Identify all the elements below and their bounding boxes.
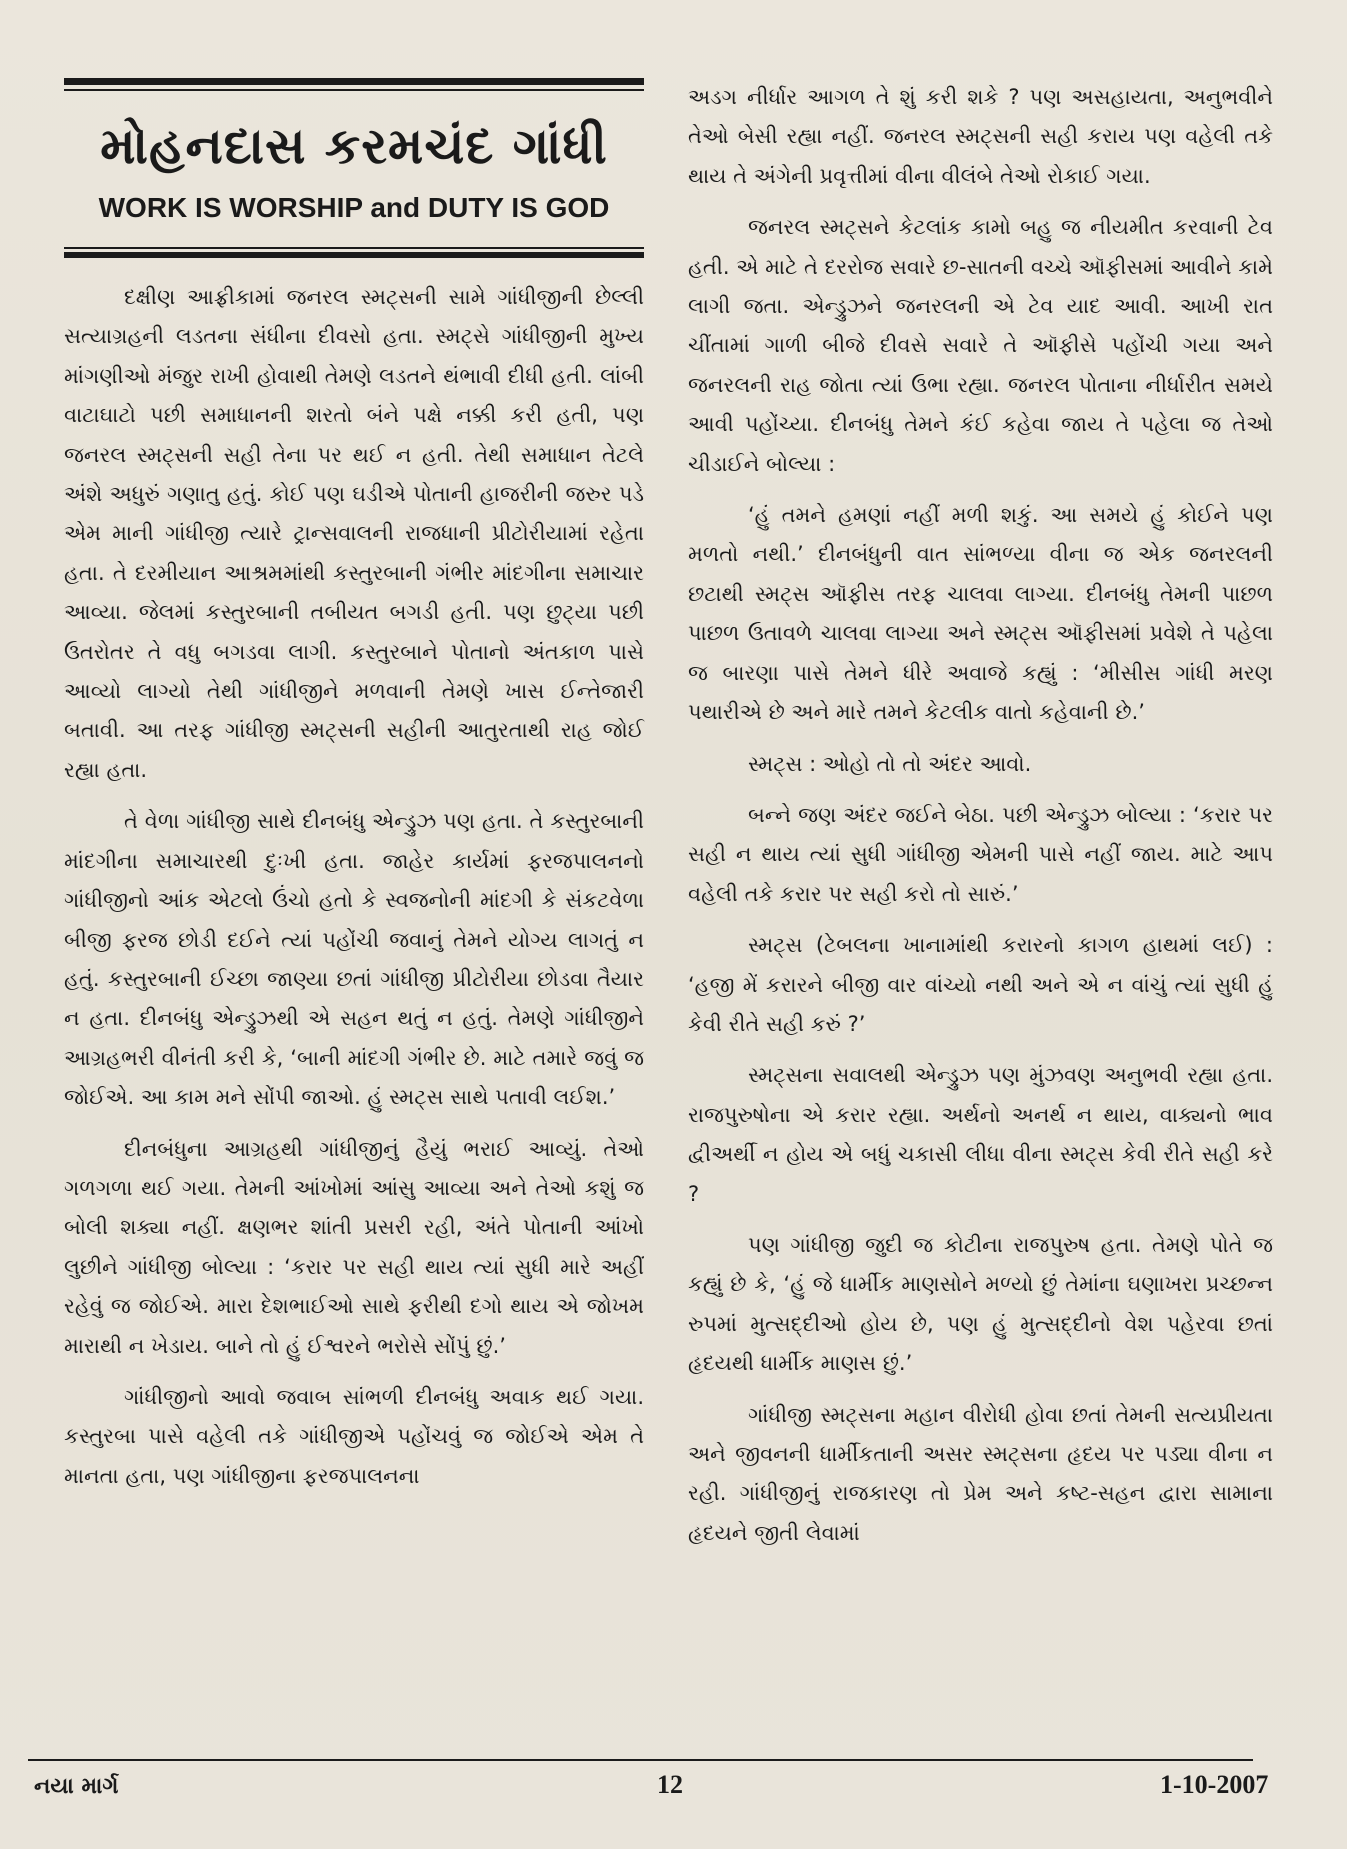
- paragraph: તે વેળા ગાંધીજી સાથે દીનબંધુ એન્ડ્રુઝ પણ હતા. તે કસ્તુરબાની માંદગીના સમાચારથી દુઃખી હતા. જાહેર કાર્યમાં ફરજપાલનનો ગાંધીજીનો આંક એટલો ઉંચો હતો કે સ્વજનોની માંદગી કે સંકટવેળા બીજી ફરજ છોડી દઈને ત્યાં પહોંચી જવાનું તેમને યોગ્ય લાગતું ન હતું. કસ્તુરબાની ઈચ્છા જાણ્યા છતાં ગાંધીજી પ્રીટોરીયા છોડવા તૈયાર ન હતા. દીનબંધુ એન્ડ્રુઝથી એ સહન થતું ન હતું. તેમણે ગાંધીજીને આગ્રહભરી વીનંતી કરી કે, ‘બાની માંદગી ગંભીર છે. માટે તમારે જવું જ જોઈએ. આ કામ મને સોંપી જાઓ. હું સ્મટ્સ સાથે પતાવી લઈશ.’: [64, 809, 644, 1110]
- header-rule-bottom: [64, 247, 644, 258]
- right-column: [688, 78, 1273, 1565]
- paragraph: દીનબંધુના આગ્રહથી ગાંધીજીનું હૈયું ભરાઈ આવ્યું. તેઓ ગળગળા થઈ ગયા. તેમની આંખોમાં આંસુ આવ્યા અને તેઓ કશું જ બોલી શક્યા નહીં. ક્ષણભર શાંતી પ્રસરી રહી, અંતે પોતાની આંખો લુછીને ગાંધીજી બોલ્યા : ‘કરાર પર સહી થાય ત્યાં સુધી મારે અહીં રહેવું જ જોઈએ. મારા દેશભાઈઓ સાથે ફરીથી દગો થાય એ જોખમ મારાથી ન ખેડાય. બાને તો હું ઈશ્વરને ભરોસે સોંપું છું.’: [64, 1136, 644, 1358]
- thick-rule: [64, 78, 644, 85]
- paragraph: દક્ષીણ આફ્રીકામાં જનરલ સ્મટ્સની સામે ગાંધીજીની છેલ્લી સત્યાગ્રહની લડતના સંધીના દીવસો હતા. સ્મટ્સે ગાંધીજીની મુખ્ય માંગણીઓ મંજુર રાખી હોવાથી તેમણે લડતને થંભાવી દીધી હતી. લાંબી વાટાઘાટો પછી સમાધાનની શરતો બંને પક્ષે નક્કી કરી હતી, પણ જનરલ સ્મટ્સની સહી તેના પર થઈ ન હતી. તેથી સમાધાન તેટલે અંશે અધુરું ગણાતુ હતું. કોઈ પણ ઘડીએ પોતાની હાજરીની જરુર પડે એમ માની ગાંધીજી ત્યારે ટ્રાન્સવાલની રાજધાની પ્રીટોરીયામાં રહેતા હતા. તે દરમીયાન આશ્રમમાંથી કસ્તુરબાની ગંભીર માંદગીના સમાચાર આવ્યા. જેલમાં કસ્તુરબાની તબીયત બગડી હતી. પણ છુટ્યા પછી ઉતરોતર તે વધુ બગડવા લાગી. કસ્તુરબાને પોતાનો અંતકાળ પાસે આવ્યો લાગ્યો તેથી ગાંધીજીને મળવાની તેમણે ખાસ ઈન્તેજારી બતાવી. આ તરફ ગાંધીજી સ્મટ્સની સહીની આતુરતાથી રાહ જોઈ રહ્યા હતા.: [64, 285, 644, 782]
- header-rule-top: [64, 78, 644, 91]
- paragraph: અડગ નીર્ધાર આગળ તે શું કરી શકે ? પણ અસહાયતા, અનુભવીને તેઓ બેસી રહ્યા નહીં. જનરલ સ્મટ્સની સહી કરાય પણ વહેલી તકે થાય તે અંગેની પ્રવૃત્તીમાં વીના વીલંબે તેઓ રોકાઈ ગયા.: [688, 85, 1273, 188]
- left-column: [64, 78, 644, 1508]
- page-number: 12: [657, 1770, 683, 1799]
- thick-rule: [64, 252, 644, 258]
- paragraph: ગાંધીજીનો આવો જવાબ સાંભળી દીનબંધુ અવાક થઈ ગયા. કસ્તુરબા પાસે વહેલી તકે ગાંધીજીએ પહોંચવું જ જોઈએ એમ તે માનતા હતા, પણ ગાંધીજીના ફરજપાલનના: [64, 1384, 644, 1488]
- paragraph: ‘હું તમને હમણાં નહીં મળી શકું. આ સમયે હું કોઈને પણ મળતો નથી.’ દીનબંધુની વાત સાંભળ્યા વીના જ એક જનરલની છટાથી સ્મટ્સ ઑફીસ તરફ ચાલવા લાગ્યા. દીનબંધુ તેમની પાછળ પાછળ ઉતાવળે ચાલવા લાગ્યા અને સ્મટ્સ ઑફીસમાં પ્રવેશે તે પહેલા જ બારણા પાસે તેમને ધીરે અવાજે કહ્યું : ‘મીસીસ ગાંધી મરણ પથારીએ છે અને મારે તમને કેટલીક વાતો કહેવાની છે.’: [688, 503, 1273, 725]
- thin-rule: [64, 247, 644, 249]
- paragraph: સ્મટ્સ (ટેબલના ખાનામાંથી કરારનો કાગળ હાથમાં લઈ) : ‘હજી મેં કરારને બીજી વાર વાંચ્યો નથી અને એ ન વાંચું ત્યાં સુધી હું કેવી રીતે સહી કરું ?’: [688, 933, 1273, 1036]
- paragraph: પણ ગાંધીજી જુદી જ કોટીના રાજપુરુષ હતા. તેમણે પોતે જ કહ્યું છે કે, ‘હું જે ધાર્મીક માણસોને મળ્યો છું તેમાંના ઘણાખરા પ્રચ્છન્ન રુપમાં મુત્સદ્દીઓ હોય છે, પણ હું મુત્સદ્દીનો વેશ પહેરવા છતાં હૃદયથી ધાર્મીક માણસ છું.’: [688, 1232, 1273, 1376]
- paragraph: ગાંધીજી સ્મટ્સના મહાન વીરોધી હોવા છતાં તેમની સત્યપ્રીયતા અને જીવનની ધાર્મીકતાની અસર સ્મટ્સના હૃદય પર પડ્યા વીના ન રહી. ગાંધીજીનું રાજકારણ તો પ્રેમ અને કષ્ટ-સહન દ્વારા સામાના હૃદયને જીતી લેવામાં: [688, 1402, 1273, 1545]
- article-title: મોહનદાસ કરમચંદ ગાંધી: [100, 117, 608, 175]
- thin-rule: [64, 89, 644, 91]
- issue-date: 1-10-2007: [1160, 1770, 1269, 1799]
- publication-name: નયા માર્ગ: [34, 1774, 119, 1799]
- paragraph: સ્મટ્સના સવાલથી એન્ડ્રુઝ પણ મુંઝવણ અનુભવી રહ્યા હતા. રાજપુરુષોના એ કરાર રહ્યા. અર્થનો અનર્થ ન થાય, વાક્યનો ભાવ દ્વીઅર્થી ન હોય એ બધું ચકાસી લીધા વીના સ્મટ્સ કેવી રીતે સહી કરે ?: [688, 1063, 1273, 1206]
- article-subtitle: WORK IS WORSHIP and DUTY IS GOD: [98, 192, 610, 223]
- footer-rule: [28, 1759, 1253, 1761]
- paragraph: સ્મટ્સ : ઓહો તો તો અંદર આવો.: [748, 751, 1032, 776]
- paragraph: જનરલ સ્મટ્સને કેટલાંક કામો બહુ જ નીયમીત કરવાની ટેવ હતી. એ માટે તે દરરોજ સવારે છ-સાતની વચ્ચે ઑફીસમાં આવીને કામે લાગી જતા. એન્ડ્રુઝને જનરલની એ ટેવ યાદ આવી. આખી રાત ચીંતામાં ગાળી બીજે દીવસે સવારે તે ઑફીસે પહોંચી ગયા અને જનરલની રાહ જોતા ત્યાં ઉભા રહ્યા. જનરલ પોતાના નીર્ધારીત સમયે આવી પહોંચ્યા. દીનબંધુ તેમને કંઈ કહેવા જાય તે પહેલા જ તેઓ ચીડાઈને બોલ્યા :: [688, 215, 1273, 476]
- paragraph: બન્ને જણ અંદર જઈને બેઠા. પછી એન્ડ્રુઝ બોલ્યા : ‘કરાર પર સહી ન થાય ત્યાં સુધી ગાંધીજી એમની પાસે નહીં જાય. માટે આપ વહેલી તકે કરાર પર સહી કરો તો સારું.’: [688, 802, 1273, 906]
